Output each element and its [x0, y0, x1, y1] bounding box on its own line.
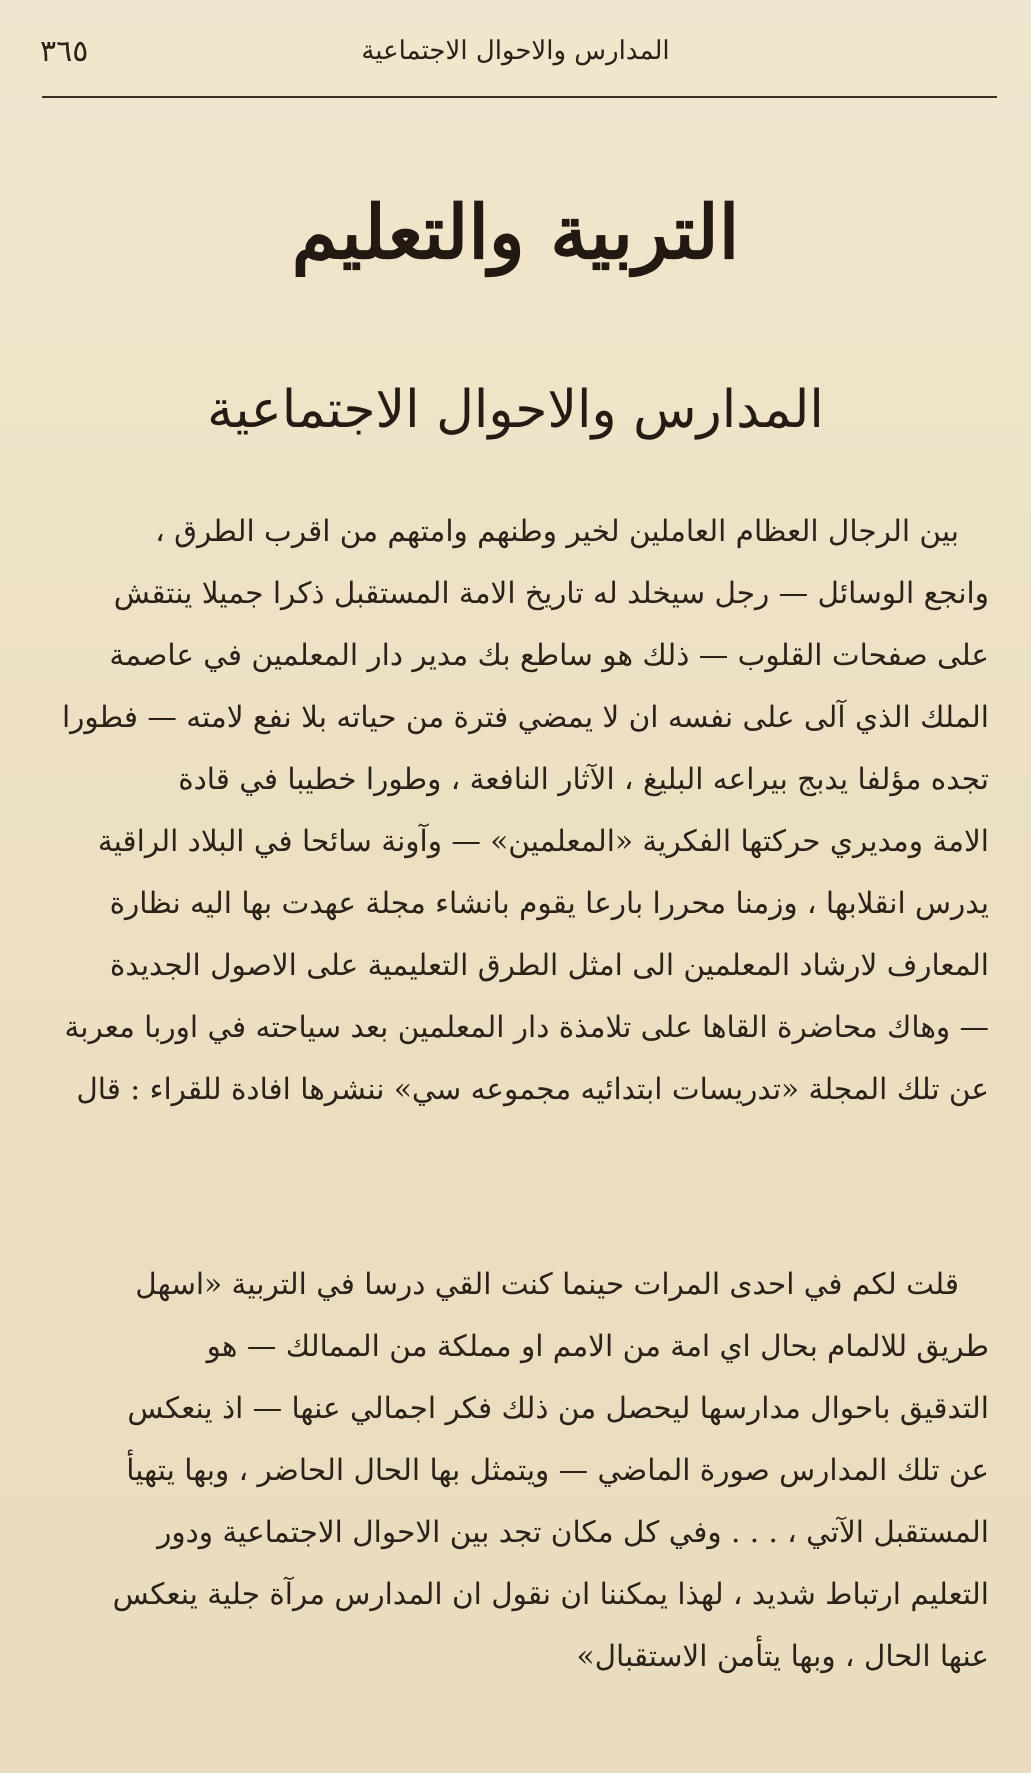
text-line: قلت لكم في احدى المرات حينما كنت القي درسا في التربية «اسهل: [135, 1267, 959, 1301]
page-number: ٣٦٥: [40, 34, 89, 69]
text-line: تجده مؤلفا يدبج بيراعه البليغ ، الآثار النافعة ، وطورا خطيبا في قادة: [178, 762, 989, 796]
running-header: [40, 30, 991, 80]
text-line: عنها الحال ، وبها يتأمن الاستقبال»: [576, 1639, 989, 1673]
text-line: وانجع الوسائل — رجل سيخلد له تاريخ الامة المستقبل ذكرا جميلا ينتقش: [113, 576, 989, 610]
text-line: عن تلك المجلة «تدريسات ابتدائيه مجموعه سي» ننشرها افادة للقراء : قال: [76, 1072, 989, 1106]
text-line: طريق للالمام بحال اي امة من الامم او مملكة من الممالك — هو: [206, 1329, 989, 1363]
text-line: المعارف لارشاد المعلمين الى امثل الطرق التعليمية على الاصول الجديدة: [109, 948, 989, 982]
text-line: الملك الذي آلى على نفسه ان لا يمضي فترة من حياته بلا نفع لامته — فطورا: [61, 700, 989, 734]
text-line: التعليم ارتباط شديد ، لهذا يمكننا ان نقول ان المدارس مرآة جلية ينعكس: [112, 1577, 989, 1611]
text-line: يدرس انقلابها ، وزمنا محررا بارعا يقوم بانشاء مجلة عهدت بها اليه نظارة: [109, 886, 989, 920]
section-title: التربية والتعليم: [291, 190, 740, 276]
text-line: عن تلك المدارس صورة الماضي — ويتمثل بها الحال الحاضر ، وبها يتهيأ: [126, 1453, 989, 1487]
text-line: — وهاك محاضرة القاها على تلامذة دار المعلمين بعد سياحته في اوربا معربة: [64, 1010, 989, 1044]
text-line: بين الرجال العظام العاملين لخير وطنهم وامتهم من اقرب الطرق ،: [155, 514, 959, 548]
text-line: على صفحات القلوب — ذلك هو ساطع بك مدير دار المعلمين في عاصمة: [109, 638, 989, 672]
article-title: المدارس والاحوال الاجتماعية: [207, 380, 824, 440]
header-divider: [42, 96, 997, 98]
paragraph-1: [36, 500, 989, 1120]
text-line: التدقيق باحوال مدارسها ليحصل من ذلك فكر اجمالي عنها — اذ ينعكس: [127, 1391, 989, 1425]
running-title: المدارس والاحوال الاجتماعية: [361, 36, 670, 66]
text-line: الامة ومديري حركتها الفكرية «المعلمين» — وآونة سائحا في البلاد الراقية: [97, 824, 989, 858]
paragraph-2: [36, 1253, 989, 1687]
text-line: المستقبل الآتي ، . . . وفي كل مكان تجد بين الاحوال الاجتماعية ودور: [157, 1515, 989, 1549]
